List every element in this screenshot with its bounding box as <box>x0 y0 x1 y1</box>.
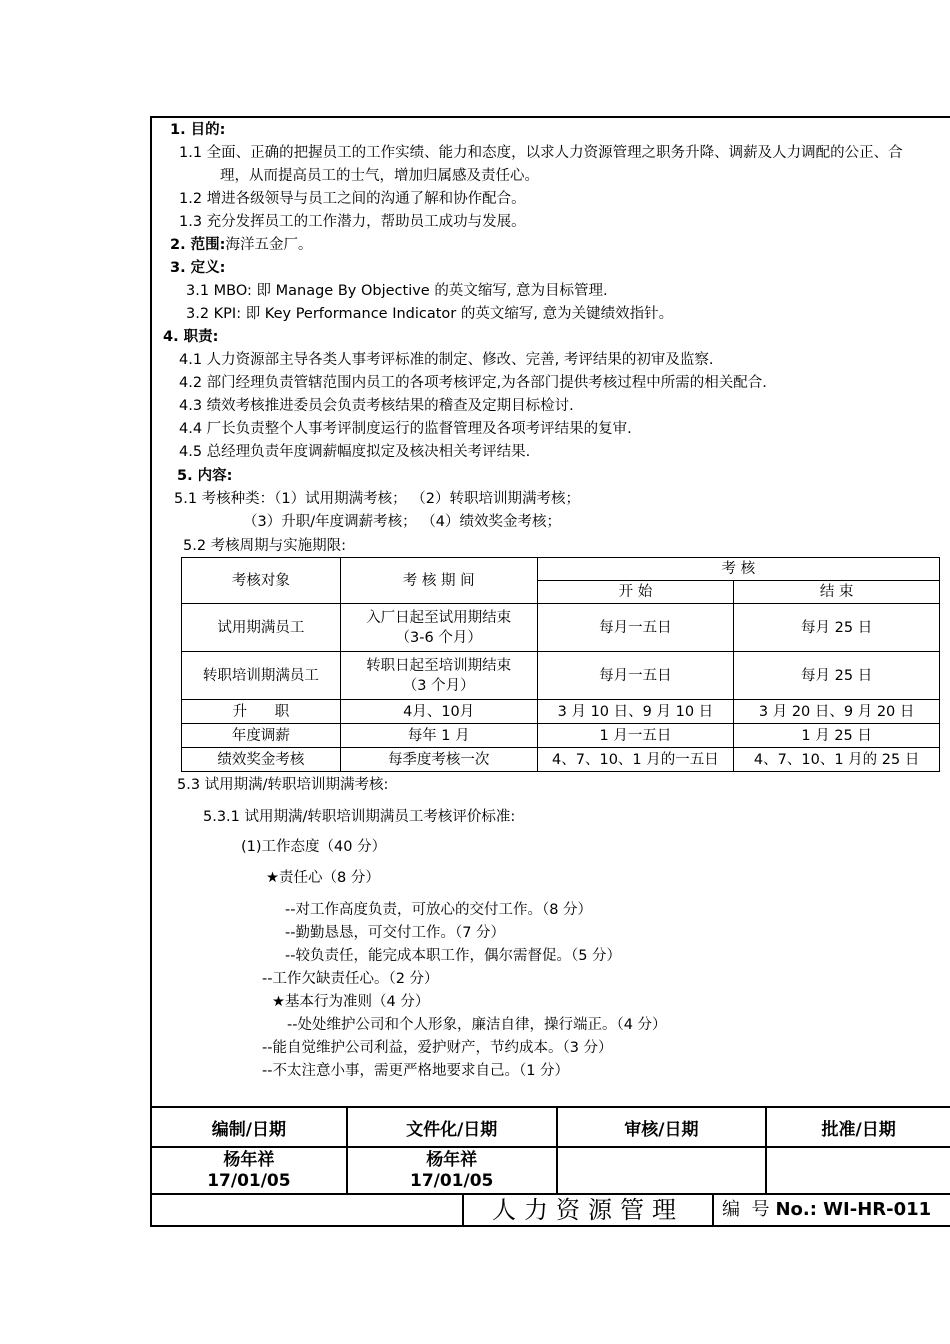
cell-period <box>340 652 537 700</box>
text-basic-1: --处处维护公司和个人形象，廉洁自律，操行端正。（4 分） <box>287 1017 667 1033</box>
cell-start: 每月一五日 <box>537 604 734 652</box>
prepared-value <box>151 1147 347 1194</box>
footer-blank-cell <box>152 1195 464 1225</box>
text-5-3: 5.3 试用期满/转职培训期满考核: <box>177 777 389 793</box>
signature-table <box>150 1106 950 1195</box>
cell-start: 每月一五日 <box>537 652 734 700</box>
cell-period-line1: 转职日起至培训期结束 <box>366 657 512 674</box>
table-row <box>182 652 940 700</box>
text-basic-conduct: ★基本行为准则（4 分） <box>272 994 430 1010</box>
cell-end: 4、7、10、1 月的 25 日 <box>734 748 940 772</box>
cell-period: 4月、10月 <box>340 700 537 724</box>
text-resp-4: --工作欠缺责任心。（2 分） <box>262 971 439 987</box>
section-2 <box>170 235 312 255</box>
cell-period-line2: （3-6 个月） <box>395 629 482 646</box>
cell-start: 3 月 10 日、9 月 10 日 <box>537 700 734 724</box>
header-end: 结 束 <box>734 581 940 604</box>
header-approved: 批准/日期 <box>766 1107 950 1147</box>
cell-end: 每月 25 日 <box>734 604 940 652</box>
section-3-title: 3. 定义: <box>170 260 226 276</box>
footer-doc-number <box>714 1195 950 1225</box>
doc-number-value: No.: WI-HR-011 <box>775 1199 932 1220</box>
documented-value <box>347 1147 557 1194</box>
text-5-1-b: （3）升职/年度调薪考核； （4）绩效奖金考核； <box>243 514 561 530</box>
header-documented: 文件化/日期 <box>347 1107 557 1147</box>
cell-end: 1 月 25 日 <box>734 724 940 748</box>
cell-period-line1: 入厂日起至试用期结束 <box>366 609 512 626</box>
header-prepared: 编制/日期 <box>151 1107 347 1147</box>
section-2-text: 海洋五金厂。 <box>225 237 313 253</box>
reviewed-value <box>557 1147 767 1194</box>
table-row <box>182 604 940 652</box>
cell-end: 每月 25 日 <box>734 652 940 700</box>
cell-target: 升 职 <box>182 700 341 724</box>
cell-target: 年度调薪 <box>182 724 341 748</box>
prepared-name: 杨年祥 <box>223 1149 275 1170</box>
section-1-title: 1. 目的: <box>170 122 226 138</box>
text-4-3: 4.3 绩效考核推进委员会负责考核结果的稽查及定期目标检讨. <box>179 398 574 414</box>
text-responsibility: ★责任心（8 分） <box>266 870 380 886</box>
text-5-3-1: 5.3.1 试用期满/转职培训期满员工考核评价标准: <box>203 809 516 825</box>
section-2-title: 2. 范围: <box>170 237 226 253</box>
header-reviewed: 审核/日期 <box>557 1107 767 1147</box>
text-basic-3: --不太注意小事，需更严格地要求自己。（1 分） <box>262 1063 570 1079</box>
header-target: 考核对象 <box>182 558 341 604</box>
table-row <box>182 724 940 748</box>
documented-name: 杨年祥 <box>426 1149 478 1170</box>
text-resp-1: --对工作高度负责，可放心的交付工作。（8 分） <box>285 902 593 918</box>
text-basic-2: --能自觉维护公司利益，爱护财产，节约成本。（3 分） <box>262 1040 613 1056</box>
cell-period: 每季度考核一次 <box>340 748 537 772</box>
footer-title: 人力资源管理 <box>464 1195 714 1225</box>
approved-value <box>766 1147 950 1194</box>
header-start: 开 始 <box>537 581 734 604</box>
signature-header-row <box>151 1107 950 1147</box>
section-5-title: 5. 内容: <box>177 468 233 484</box>
document-footer <box>150 1193 950 1227</box>
section-4-title: 4. 职责: <box>163 329 219 345</box>
cell-target: 绩效奖金考核 <box>182 748 341 772</box>
doc-number-label: 编 号 <box>722 1199 770 1220</box>
text-4-4: 4.4 厂长负责整个人事考评制度运行的监督管理及各项考评结果的复审. <box>179 421 632 437</box>
text-4-1: 4.1 人力资源部主导各类人事考评标准的制定、修改、完善, 考评结果的初审及监察. <box>179 352 714 368</box>
header-assess: 考 核 <box>537 558 939 581</box>
text-1-1-cont: 理，从而提高员工的士气，增加归属感及责任心。 <box>220 168 539 184</box>
header-period: 考 核 期 间 <box>340 558 537 604</box>
text-4-5: 4.5 总经理负责年度调薪幅度拟定及核决相关考评结果. <box>179 444 531 460</box>
cell-period <box>340 604 537 652</box>
text-1-2: 1.2 增进各级领导与员工之间的沟通了解和协作配合。 <box>179 191 526 207</box>
prepared-date: 17/01/05 <box>207 1170 291 1191</box>
text-attitude: (1)工作态度（40 分） <box>241 839 387 855</box>
cell-target: 试用期满员工 <box>182 604 341 652</box>
table-header-row <box>182 558 940 581</box>
text-3-1: 3.1 MBO: 即 Manage By Objective 的英文缩写, 意为目标管理. <box>186 283 608 299</box>
signature-value-row <box>151 1147 950 1194</box>
text-resp-2: --勤勤恳恳，可交付工作。（7 分） <box>285 925 506 941</box>
text-1-3: 1.3 充分发挥员工的工作潜力，帮助员工成功与发展。 <box>179 214 526 230</box>
cell-target: 转职培训期满员工 <box>182 652 341 700</box>
documented-date: 17/01/05 <box>409 1170 494 1191</box>
text-resp-3: --较负责任，能完成本职工作，偶尔需督促。（5 分） <box>285 948 622 964</box>
table-row <box>182 700 940 724</box>
assessment-schedule-table <box>181 557 940 772</box>
text-4-2: 4.2 部门经理负责管辖范围内员工的各项考核评定,为各部门提供考核过程中所需的相关配合. <box>179 375 767 391</box>
text-5-1-a: 5.1 考核种类：（1）试用期满考核； （2）转职培训期满考核； <box>174 491 580 507</box>
text-5-2: 5.2 考核周期与实施期限: <box>183 538 347 554</box>
cell-period-line2: （3 个月） <box>402 677 475 694</box>
cell-period: 每年 1 月 <box>340 724 537 748</box>
table-row <box>182 748 940 772</box>
text-3-2: 3.2 KPI: 即 Key Performance Indicator 的英文缩写, 意为关键绩效指针。 <box>186 306 674 322</box>
cell-end: 3 月 20 日、9 月 20 日 <box>734 700 940 724</box>
text-1-1: 1.1 全面、正确的把握员工的工作实绩、能力和态度，以求人力资源管理之职务升降、调薪及人力调配的公正、合 <box>179 145 903 161</box>
cell-start: 1 月一五日 <box>537 724 734 748</box>
cell-start: 4、7、10、1 月的一五日 <box>537 748 734 772</box>
